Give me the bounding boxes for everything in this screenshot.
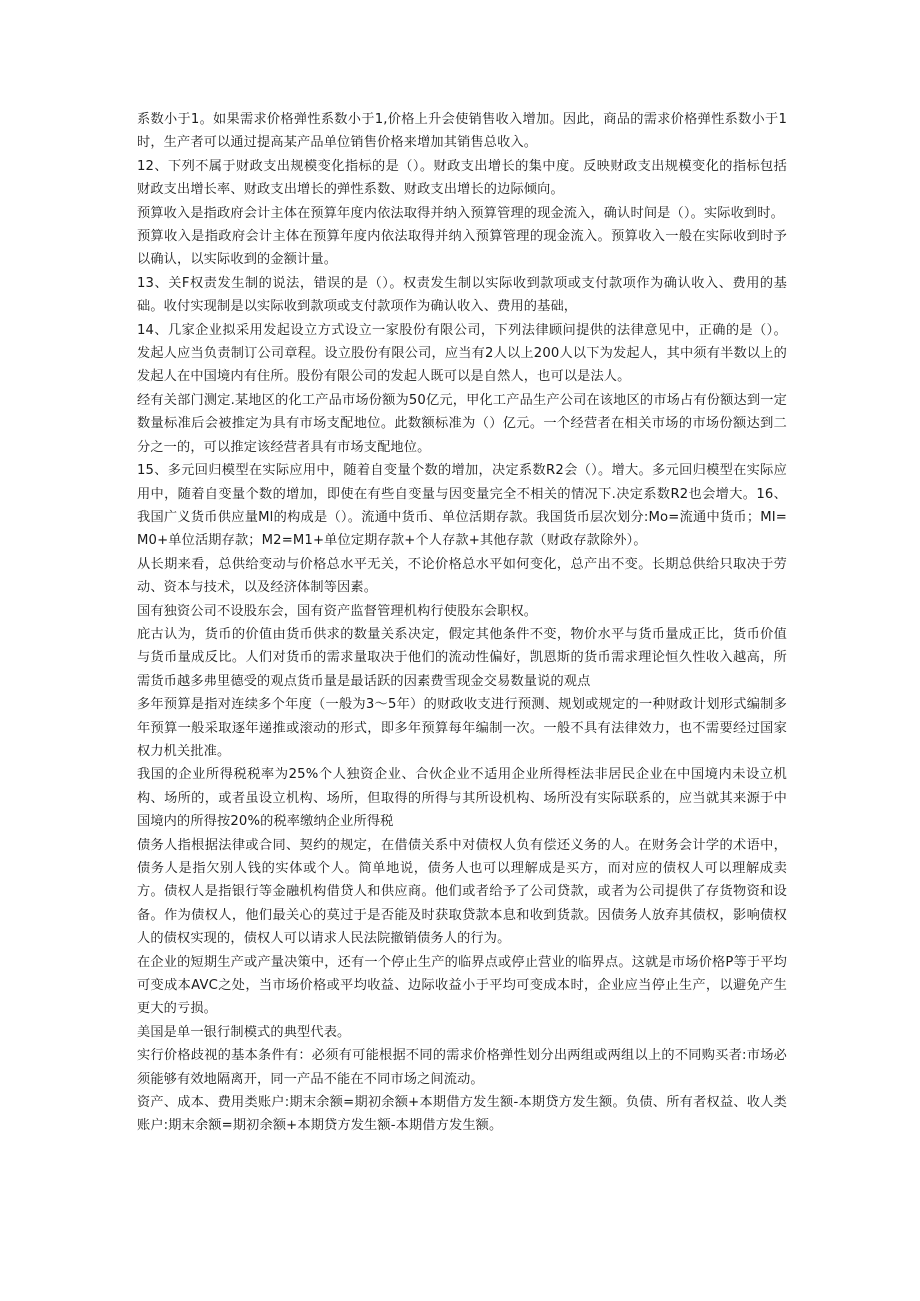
paragraph-q13-accrual-basis: 13、关F权责发生制的说法，错误的是（）。权责发生制以实际收到款项或支付款项作为确认收入、费用的基础。收付实现制是以实际收到款项或支付款项作为确认收入、费用的基础， [137,275,787,315]
paragraph-shutdown-point: 在企业的短期生产或产量决策中，还有一个停止生产的临界点或停止营业的临界点。这就是市场价格P等于平均可变成本AVC之处，当市场价格或平均收益、边际收益小于平均可变成本时，企业应当停止生产，以避免产生更大的亏损。 [137,954,787,1017]
paragraph-budget-revenue-timing: 预算收入是指政府会计主体在预算年度内依法取得并纳入预算管理的现金流入，确认时间是（）。实际收到时。 [137,205,784,221]
paragraph-q14-joint-stock-company: 14、几家企业拟采用发起设立方式设立一家股份有限公司，下列法律顾问提供的法律意见中，正确的是（）。发起人应当负责制订公司章程。设立股份有限公司，应当有2人以上200人以下为发起人，其中须有半数以上的发起人在中国境内有住所。股份有限公司的发起人既可以是自然人，也可以是法人。 [137,322,787,385]
paragraph-corporate-income-tax: 我国的企业所得税税率为25%个人独资企业、合伙企业不适用企业所得桎法非居民企业在中国境内未设立机构、场所的，或者虽设立机构、场所，但取得的所得与其所设机构、场所没有实际联系的，应当就其来源于中国境内的所得按20%的税率缴纳企业所得税 [137,767,787,830]
paragraph-budget-revenue-definition: 预算收入是指政府会计主体在预算年度内依法取得并纳入预算管理的现金流入。预算收入一般在实际收到时予以确认，以实际收到的金额计量。 [137,229,787,268]
paragraph-elasticity: 系数小于1。如果需求价格弹性系数小于1,价格上升会使销售收入增加。因此，商品的需求价格弹性系数小于1时，生产者可以通过提高某产品单位销售价格来增加其销售总收入。 [137,112,787,151]
paragraph-state-owned-company: 国有独资公司不设股东会，国有资产监督管理机构行使股东会职权。 [137,603,538,619]
paragraph-debtor-creditor: 债务人指根据法律或合同、契约的规定，在借债关系中对债权人负有偿还义务的人。在财务会计学的术语中，债务人是指欠别人钱的实体或个人。简单地说，债务人也可以理解成是买方，而对应的债权人可以理解成卖方。债权人是指银行等金融机构借贷人和供应商。他们或者给予了公司贷款，或者为公司提供了存货物资和设备。作为债权人，他们最关心的莫过于是否能及时获取贷款本息和收到货款。因债务人放弃其债权，影响债权人的债权实现的，债权人可以请求人民法院撤销债务人的行为。 [137,837,787,947]
paragraph-market-dominance: 经有关部门测定.某地区的化工产品市场份额为50亿元，甲化工产品生产公司在该地区的市场占有份额达到一定数量标准后会被推定为具有市场支配地位。此数额标准为（）亿元。一个经营者在相关市场的市场份额达到二分之一的，可以推定该经营者具有市场支配地位。 [137,392,787,455]
paragraph-account-balances: 资产、成本、费用类账户:期末余额=期初余额+本期借方发生额-本期贷方发生额。负债、所有者权益、收人类账户:期末余额=期初余额+本期贷方发生额-本期借方发生额。 [137,1095,787,1134]
paragraph-money-demand-theories: 庇古认为，货币的价值由货币供求的数量关系决定，假定其他条件不变，物价水平与货币量成正比，货币价值与货币量成反比。人们对货币的需求量取决于他们的流动性偏好，凯恩斯的货币需求理论恒久性收入越高，所需货币越多弗里德受的观点货币量是最话跃的因素费雪现金交易数量说的观点 [137,626,787,689]
paragraph-multi-year-budget: 多年预算是指对连续多个年度（一般为3～5年）的财政收支进行预测、规划或规定的一种财政计划形式编制多年预算一般采取逐年递推或滚动的形式，即多年预算每年编制一次。一般不具有法律效力，也不需要经过国家权力机关批准。 [137,697,787,759]
paragraph-long-run-supply: 从长期来看，总供给变动与价格总水平无关，不论价格总水平如何变化，总产出不变。长期总供给只取决于劳动、资本与技术，以及经济体制等因素。 [137,556,787,596]
paragraph-q15-q16-regression-money-supply: 15、多元回归模型在实际应用中，随着自变量个数的增加，决定系数R2会（）。增大。多元回归模型在实际应用中，随着自变量个数的增加，即使在有些自变量与因变量完全不相关的情况下.决定系数R2也会增大。16、我国广义货币供应量Ml的构成是（）。流通中货币、单位活期存款。我国货币层次划分:Mo=流通中货币；MI=M0+单位活期存款；M2=M1+单位定期存款+个人存款+其他存款（财政存款除外）。 [137,463,787,549]
document-page [137,108,787,1138]
paragraph-price-discrimination: 实行价格歧视的基本条件有：必须有可能根据不同的需求价格弹性划分出两组或两组以上的不同购买者:市场必须能够有效地隔离开，同一产品不能在不同市场之间流动。 [137,1048,787,1087]
paragraph-q12-fiscal-expenditure: 12、下列不属于财政支出规模变化指标的是（）。财政支出增长的集中度。反映财政支出规模变化的指标包括财政支出增长率、财政支出增长的弹性系数、财政支出增长的边际倾向。 [137,158,787,198]
paragraph-unit-banking: 美国是单一银行制模式的典型代表。 [137,1024,351,1040]
